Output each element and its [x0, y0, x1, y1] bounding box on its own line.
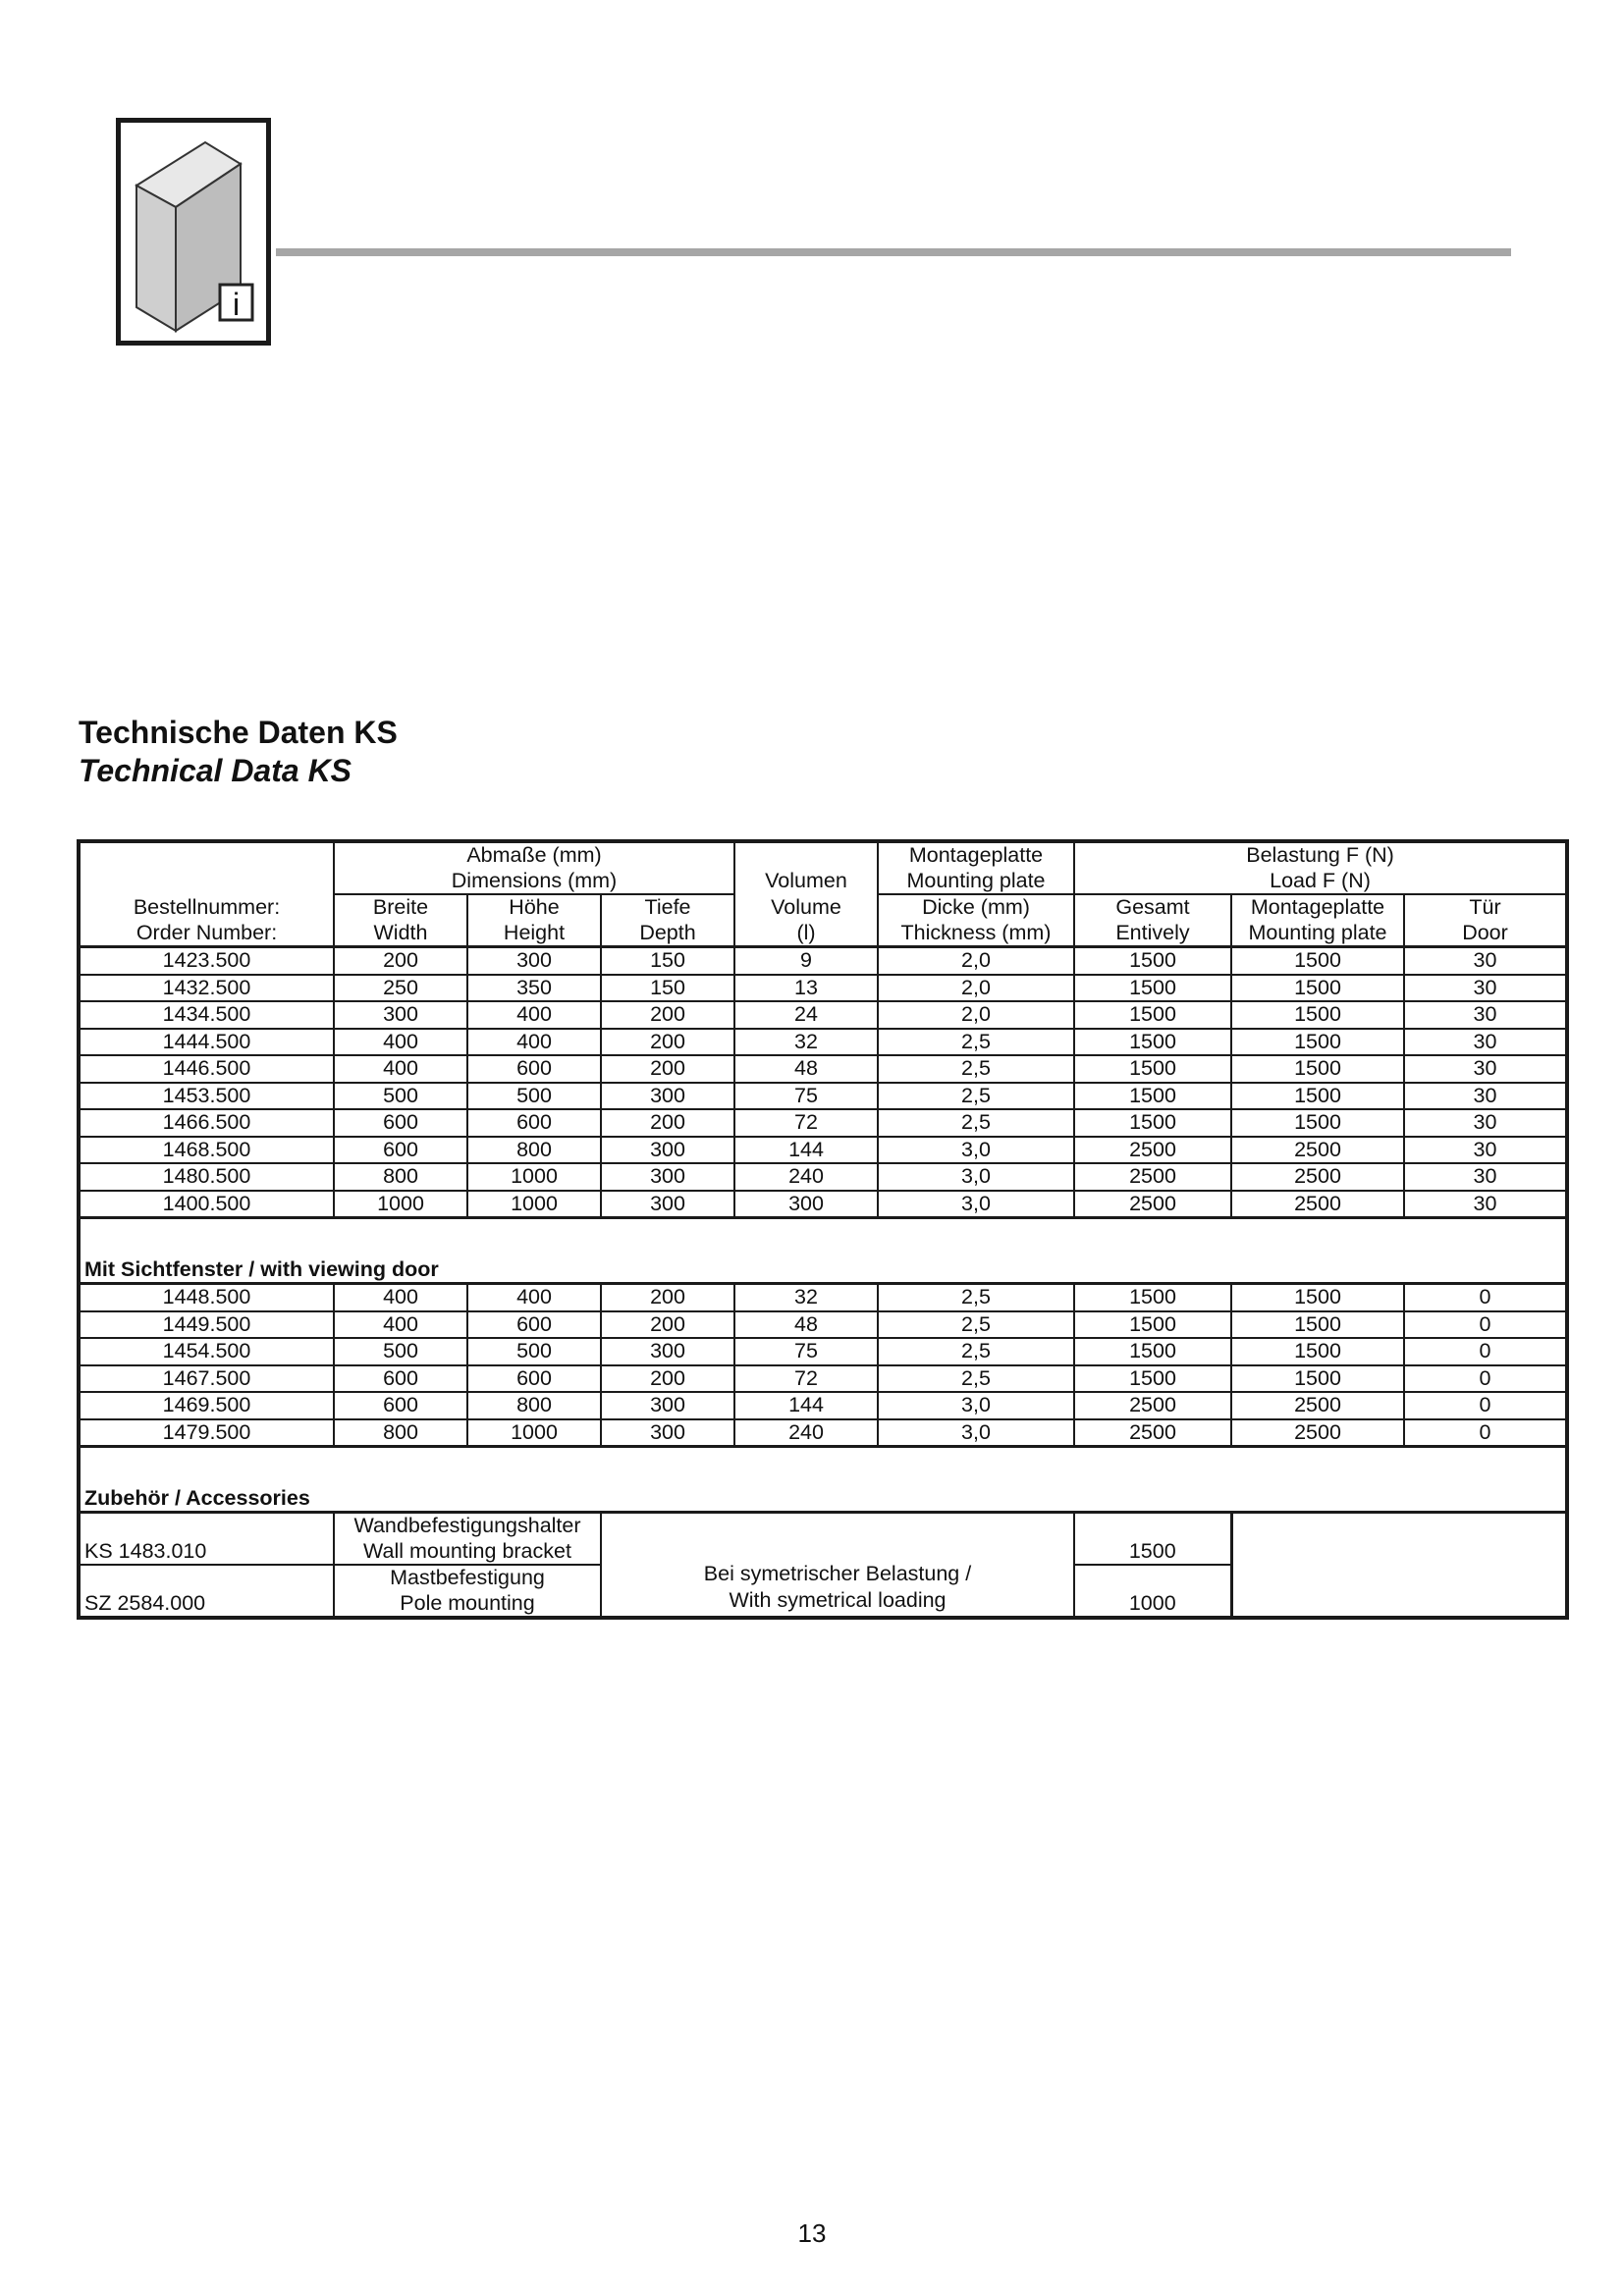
- load-plate: 1500: [1231, 1083, 1404, 1110]
- accessories-note-de: Bei symetrischer Belastung /: [703, 1562, 972, 1585]
- height: 350: [467, 975, 601, 1002]
- volume-header-top: [734, 841, 878, 869]
- volume: 75: [734, 1338, 878, 1365]
- height: 1000: [467, 1163, 601, 1191]
- load-plate: 1500: [1231, 1001, 1404, 1029]
- load-plate: 2500: [1231, 1137, 1404, 1164]
- load-plate: 2500: [1231, 1419, 1404, 1447]
- technical-data-table: [77, 839, 1569, 1620]
- width: 600: [334, 1365, 467, 1393]
- thickness-header-de: Dicke (mm): [878, 894, 1074, 921]
- plate-thickness: 2,5: [878, 1338, 1074, 1365]
- load-door: 30: [1404, 1083, 1567, 1110]
- load-door: 0: [1404, 1311, 1567, 1339]
- order-number: 1454.500: [79, 1338, 334, 1365]
- load-plate: 1500: [1231, 1109, 1404, 1137]
- load-plate: 1500: [1231, 1338, 1404, 1365]
- height-header-de: Höhe: [467, 894, 601, 921]
- viewing-enclosure-row: [79, 1419, 1567, 1447]
- depth: 300: [601, 1083, 734, 1110]
- total-header-de: Gesamt: [1074, 894, 1231, 921]
- load-header-de: Belastung F (N): [1074, 841, 1567, 869]
- depth: 200: [601, 1001, 734, 1029]
- height: 500: [467, 1083, 601, 1110]
- depth: 150: [601, 975, 734, 1002]
- depth: 200: [601, 1029, 734, 1056]
- height: 500: [467, 1338, 601, 1365]
- load-plate: 1500: [1231, 1055, 1404, 1083]
- door-header-de: Tür: [1404, 894, 1567, 921]
- door-header-en: Door: [1404, 921, 1567, 947]
- load-door: 30: [1404, 1163, 1567, 1191]
- plate-thickness: 2,5: [878, 1083, 1074, 1110]
- depth: 300: [601, 1191, 734, 1218]
- plate-thickness: 2,5: [878, 1365, 1074, 1393]
- accessories-section-row: [79, 1485, 1567, 1513]
- depth: 200: [601, 1055, 734, 1083]
- width: 300: [334, 1001, 467, 1029]
- load-total: 1500: [1074, 1001, 1231, 1029]
- width: 800: [334, 1163, 467, 1191]
- depth-header-de: Tiefe: [601, 894, 734, 921]
- height: 400: [467, 1284, 601, 1311]
- plate-thickness: 3,0: [878, 1191, 1074, 1218]
- plate-header-en: Mounting plate: [878, 869, 1074, 895]
- volume: 240: [734, 1419, 878, 1447]
- order-number: 1468.500: [79, 1137, 334, 1164]
- height-header-en: Height: [467, 921, 601, 947]
- plate-thickness: 2,5: [878, 1055, 1074, 1083]
- width: 500: [334, 1083, 467, 1110]
- enclosure-row: [79, 1001, 1567, 1029]
- volume: 48: [734, 1311, 878, 1339]
- depth: 200: [601, 1311, 734, 1339]
- volume: 32: [734, 1284, 878, 1311]
- plate-thickness: 2,5: [878, 1109, 1074, 1137]
- cabinet-info-icon: [116, 118, 271, 346]
- enclosure-row: [79, 1137, 1567, 1164]
- height: 1000: [467, 1191, 601, 1218]
- order-number: 1466.500: [79, 1109, 334, 1137]
- height: 400: [467, 1029, 601, 1056]
- height: 1000: [467, 1419, 601, 1447]
- order-number: 1449.500: [79, 1311, 334, 1339]
- depth: 300: [601, 1137, 734, 1164]
- load-door: 0: [1404, 1338, 1567, 1365]
- load-plate: 1500: [1231, 1311, 1404, 1339]
- order-number: 1467.500: [79, 1365, 334, 1393]
- width: 600: [334, 1392, 467, 1419]
- order-header-top: [79, 841, 334, 869]
- load-plate: 2500: [1231, 1392, 1404, 1419]
- volume: 75: [734, 1083, 878, 1110]
- height: 800: [467, 1392, 601, 1419]
- dimensions-header-de: Abmaße (mm): [334, 841, 734, 869]
- load-door: 30: [1404, 947, 1567, 975]
- accessory-2-name-de: Mastbefestigung: [334, 1565, 601, 1591]
- load-total: 2500: [1074, 1163, 1231, 1191]
- height: 400: [467, 1001, 601, 1029]
- height: 800: [467, 1137, 601, 1164]
- enclosure-row: [79, 1109, 1567, 1137]
- load-door: 0: [1404, 1419, 1567, 1447]
- load-total: 1500: [1074, 1109, 1231, 1137]
- page-number: 13: [797, 2218, 827, 2248]
- viewing-section-gap: [79, 1218, 1567, 1257]
- viewing-enclosure-row: [79, 1338, 1567, 1365]
- width-header-en: Width: [334, 921, 467, 947]
- plate-thickness: 2,0: [878, 975, 1074, 1002]
- load-total: 1500: [1074, 1029, 1231, 1056]
- accessory-1-name-en: Wall mounting bracket: [334, 1539, 601, 1566]
- depth: 300: [601, 1419, 734, 1447]
- order-number: 1448.500: [79, 1284, 334, 1311]
- volume: 144: [734, 1392, 878, 1419]
- volume: 240: [734, 1163, 878, 1191]
- enclosure-row: [79, 975, 1567, 1002]
- viewing-rows: [79, 1284, 1567, 1447]
- accessories-section-gap: [79, 1447, 1567, 1486]
- load-door: 30: [1404, 975, 1567, 1002]
- title-german: Technische Daten KS: [79, 715, 398, 750]
- load-door: 30: [1404, 1109, 1567, 1137]
- load-door: 30: [1404, 1055, 1567, 1083]
- title-english: Technical Data KS: [79, 753, 352, 788]
- volume: 144: [734, 1137, 878, 1164]
- load-total: 1500: [1074, 1365, 1231, 1393]
- load-total: 2500: [1074, 1419, 1231, 1447]
- order-header-mid: [79, 869, 334, 895]
- enclosure-row: [79, 947, 1567, 975]
- accessory-row-1-top: [79, 1513, 1567, 1539]
- load-total: 2500: [1074, 1392, 1231, 1419]
- plate-thickness: 2,5: [878, 1029, 1074, 1056]
- plate-thickness: 2,5: [878, 1311, 1074, 1339]
- order-number: 1453.500: [79, 1083, 334, 1110]
- width: 400: [334, 1311, 467, 1339]
- load-door: 30: [1404, 1137, 1567, 1164]
- load-total: 1500: [1074, 1311, 1231, 1339]
- depth: 200: [601, 1365, 734, 1393]
- plate-thickness: 3,0: [878, 1419, 1074, 1447]
- depth: 300: [601, 1338, 734, 1365]
- header-row-2: [79, 869, 1567, 895]
- load-door: 30: [1404, 1191, 1567, 1218]
- accessories-empty: [1231, 1513, 1567, 1619]
- load-header-en: Load F (N): [1074, 869, 1567, 895]
- depth: 200: [601, 1284, 734, 1311]
- height: 600: [467, 1109, 601, 1137]
- volume: 48: [734, 1055, 878, 1083]
- width: 200: [334, 947, 467, 975]
- dimensions-header-en: Dimensions (mm): [334, 869, 734, 895]
- volume-header-de: Volumen: [734, 869, 878, 895]
- plate-thickness: 2,0: [878, 947, 1074, 975]
- width-header-de: Breite: [334, 894, 467, 921]
- load-total: 2500: [1074, 1191, 1231, 1218]
- width: 400: [334, 1029, 467, 1056]
- viewing-enclosure-row: [79, 1284, 1567, 1311]
- depth: 150: [601, 947, 734, 975]
- volume: 72: [734, 1365, 878, 1393]
- load-total: 1500: [1074, 1083, 1231, 1110]
- load-total: 1500: [1074, 1338, 1231, 1365]
- viewing-enclosure-row: [79, 1365, 1567, 1393]
- height: 600: [467, 1365, 601, 1393]
- accessory-1-load: 1500: [1074, 1539, 1231, 1566]
- load-plate: 1500: [1231, 975, 1404, 1002]
- order-number: 1444.500: [79, 1029, 334, 1056]
- width: 600: [334, 1137, 467, 1164]
- header-row-1: [79, 841, 1567, 869]
- accessories-section-title: Zubehör / Accessories: [79, 1485, 1567, 1513]
- plate-thickness: 3,0: [878, 1137, 1074, 1164]
- enclosure-row: [79, 1029, 1567, 1056]
- order-number: 1434.500: [79, 1001, 334, 1029]
- order-number: 1423.500: [79, 947, 334, 975]
- viewing-enclosure-row: [79, 1311, 1567, 1339]
- header-rule: [276, 248, 1511, 256]
- accessory-2-load: 1000: [1074, 1591, 1231, 1619]
- width: 800: [334, 1419, 467, 1447]
- height: 600: [467, 1055, 601, 1083]
- order-header-en: Order Number:: [79, 921, 334, 947]
- load-plate: 2500: [1231, 1191, 1404, 1218]
- volume-unit: (l): [734, 921, 878, 947]
- load-plate: 1500: [1231, 1029, 1404, 1056]
- order-header-de: Bestellnummer:: [79, 894, 334, 921]
- total-header-en: Entively: [1074, 921, 1231, 947]
- header-row-4: [79, 921, 1567, 947]
- load-total: 1500: [1074, 1284, 1231, 1311]
- load-door: 0: [1404, 1392, 1567, 1419]
- load-plate: 2500: [1231, 1163, 1404, 1191]
- load-plate-header-de: Montageplatte: [1231, 894, 1404, 921]
- main-rows: [79, 947, 1567, 1218]
- accessories-note-en: With symetrical loading: [729, 1588, 947, 1612]
- order-number: 1469.500: [79, 1392, 334, 1419]
- load-plate-header-en: Mounting plate: [1231, 921, 1404, 947]
- enclosure-row: [79, 1055, 1567, 1083]
- load-door: 0: [1404, 1284, 1567, 1311]
- accessory-1-name-de: Wandbefestigungshalter: [334, 1513, 601, 1539]
- enclosure-row: [79, 1083, 1567, 1110]
- load-door: 30: [1404, 1029, 1567, 1056]
- volume: 13: [734, 975, 878, 1002]
- height: 600: [467, 1311, 601, 1339]
- plate-thickness: 2,5: [878, 1284, 1074, 1311]
- plate-header-de: Montageplatte: [878, 841, 1074, 869]
- viewing-enclosure-row: [79, 1392, 1567, 1419]
- load-plate: 1500: [1231, 1284, 1404, 1311]
- width: 500: [334, 1338, 467, 1365]
- order-number: 1446.500: [79, 1055, 334, 1083]
- order-number: 1432.500: [79, 975, 334, 1002]
- width: 400: [334, 1284, 467, 1311]
- width: 250: [334, 975, 467, 1002]
- enclosure-row: [79, 1163, 1567, 1191]
- width: 400: [334, 1055, 467, 1083]
- plate-thickness: 2,0: [878, 1001, 1074, 1029]
- volume: 32: [734, 1029, 878, 1056]
- load-total: 1500: [1074, 947, 1231, 975]
- plate-thickness: 3,0: [878, 1163, 1074, 1191]
- accessory-2-order: SZ 2584.000: [79, 1591, 334, 1619]
- load-total: 2500: [1074, 1137, 1231, 1164]
- load-door: 30: [1404, 1001, 1567, 1029]
- order-number: 1479.500: [79, 1419, 334, 1447]
- load-plate: 1500: [1231, 947, 1404, 975]
- plate-thickness: 3,0: [878, 1392, 1074, 1419]
- volume: 9: [734, 947, 878, 975]
- width: 1000: [334, 1191, 467, 1218]
- depth: 200: [601, 1109, 734, 1137]
- load-total: 1500: [1074, 975, 1231, 1002]
- viewing-section-row: [79, 1256, 1567, 1284]
- thickness-header-en: Thickness (mm): [878, 921, 1074, 947]
- width: 600: [334, 1109, 467, 1137]
- depth-header-en: Depth: [601, 921, 734, 947]
- svg-text:i: i: [232, 287, 241, 322]
- accessory-1-order: KS 1483.010: [79, 1539, 334, 1566]
- load-total: 1500: [1074, 1055, 1231, 1083]
- accessory-2-name-en: Pole mounting: [334, 1591, 601, 1619]
- volume: 24: [734, 1001, 878, 1029]
- volume: 300: [734, 1191, 878, 1218]
- volume-header-en: Volume: [734, 894, 878, 921]
- enclosure-row: [79, 1191, 1567, 1218]
- depth: 300: [601, 1163, 734, 1191]
- load-door: 0: [1404, 1365, 1567, 1393]
- order-number: 1400.500: [79, 1191, 334, 1218]
- load-plate: 1500: [1231, 1365, 1404, 1393]
- cabinet-icon-graphic: [121, 123, 266, 341]
- accessories-note: [601, 1513, 1074, 1619]
- depth: 300: [601, 1392, 734, 1419]
- header-row-3: [79, 894, 1567, 921]
- viewing-section-title: Mit Sichtfenster / with viewing door: [79, 1256, 1567, 1284]
- order-number: 1480.500: [79, 1163, 334, 1191]
- volume: 72: [734, 1109, 878, 1137]
- height: 300: [467, 947, 601, 975]
